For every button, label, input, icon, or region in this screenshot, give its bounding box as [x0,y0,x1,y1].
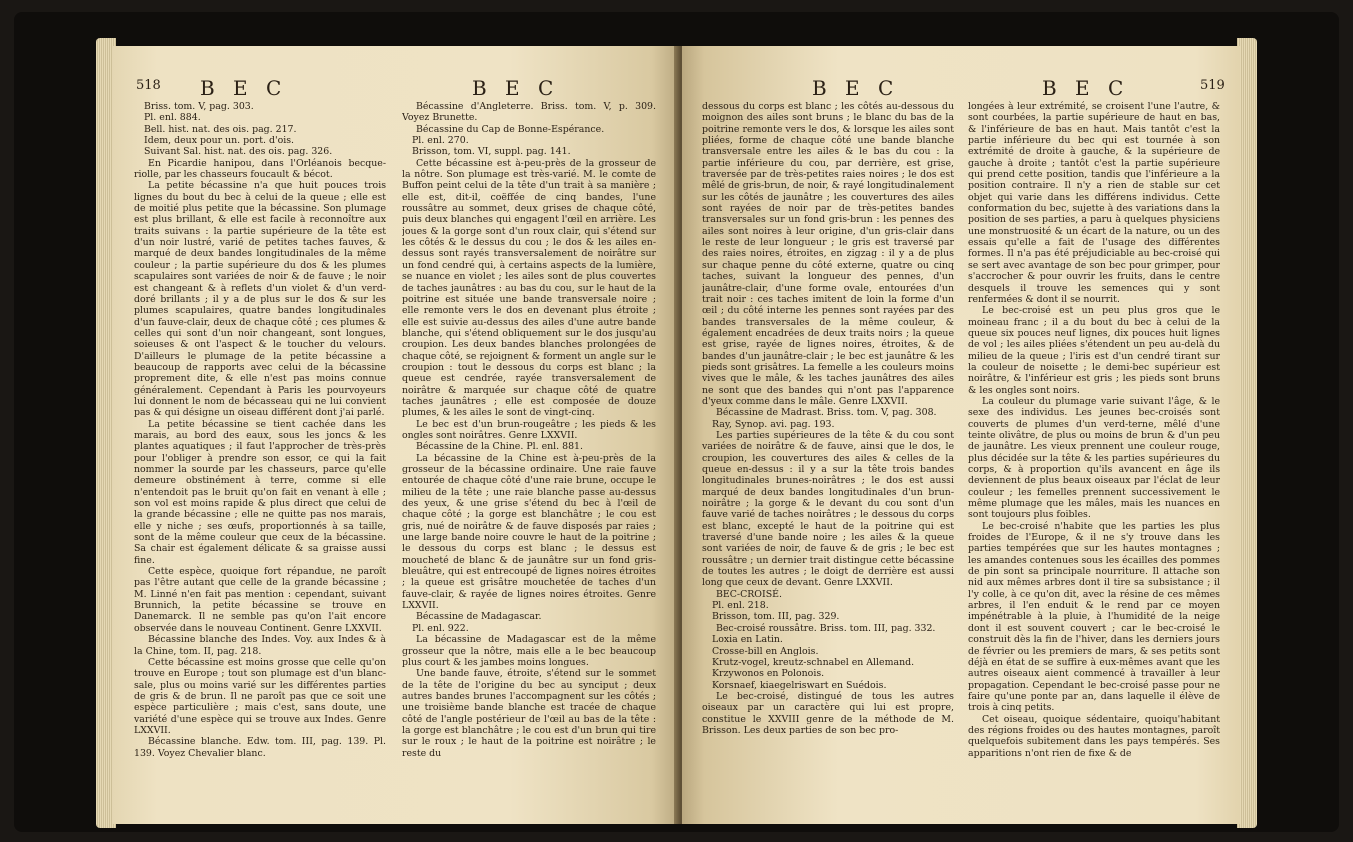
paragraph: Bécassine d'Angleterre. Briss. tom. V, p. 309. Voyez Brunette. [402,101,656,124]
paragraph: longées à leur extrémité, se croisent l'une l'autre, & sont courbées, la partie supérieure de haut en bas, & l'inférieure de bas en haut. Mais tantôt c'est la partie inférieure du bec qui est tournée à son extrémité de droite à gauche, & la supérieure de gauche à droite ; tantôt c'est la partie supérieure qui prend cette position, tandis que l'inférieure a la position contraire. Il n'y a rien de stable sur cet objet qui varie dans les différens individus. Cette conformation du bec, sujette à des variations dans la position de ses parties, a paru à quelques physiciens une monstruosité & un écart de la nature, ou un des essais qu'elle a fait de l'usage des différentes formes. Il n'a pas été préjudiciable au bec-croisé qui se sert avec avantage de son bec pour grimper, pour s'accrocher & pour ouvrir les fruits, dans le centre desquels il trouve les semences qui y sont renfermées & dont il se nourrit. [968,101,1220,305]
right-column-1 [702,101,954,813]
right-column-2 [968,101,1220,813]
paragraph: En Picardie hanipou, dans l'Orléanois becque-riolle, par les chasseurs foucault & bécot. [134,157,386,181]
paragraph: Loxia en Latin. [712,634,783,646]
paragraph: Pl. enl. 218. [712,600,769,612]
paragraph: Brisson, tom. VI, suppl. pag. 141. [412,146,571,158]
paragraph: Idem, deux pour un. port. d'ois. [144,135,295,147]
paragraph: Le bec est d'un brun-rougeâtre ; les pieds & les ongles sont noirâtres. Genre LXXVII. [402,418,656,441]
paragraph: Krzywonos en Polonois. [712,668,825,680]
paragraph: Bécassine blanche. Edw. tom. III, pag. 139. Pl. 139. Voyez Chevalier blanc. [134,736,386,759]
paragraph: La bécassine de Madagascar est de la même grosseur que la nôtre, mais elle a le bec beaucoup plus court & les jambes moins longues. [402,634,656,668]
paragraph: La petite bécassine n'a que huit pouces trois lignes du bout du bec à celui de la queue ; elle est de moitié plus petite que la bécassine. Son plumage est plus brillant, & elle est facile à reconnoître aux traits suivans : la partie supérieure de la tête est d'un noir lustré, varié de petites taches fauves, & marqué de deux bandes longitudinales de la même couleur ; la partie supérieure du dos & les plumes scapulaires sont variées de noir & de fauve ; le noir est changeant & à reflets d'un violet & d'un verd-doré brillants ; il y a de plus sur le dos & sur les plumes scapulaires, quatre bandes longitudinales d'un fauve-clair, deux de chaque côté ; ces plumes & celles qui sont d'un noir changeant, sont longues, soieuses & ont l'aspect & le toucher du velours. D'ailleurs le plumage de la petite bécassine a beaucoup de rapports avec celui de la bécassine proprement dite, & elle n'est pas moins connue généralement. Cependant à Paris les pourvoyeurs lui donnent le nom de bécasseau qui ne lui convient pas & qui désigne un oiseau différent dont j'ai parlé. [134,180,386,419]
paragraph: Bécassine blanche des Indes. Voy. aux Indes & à la Chine, tom. II, pag. 218. [134,634,386,657]
paragraph: Korsnaef, kiaegelriswart en Suédois. [712,679,887,691]
paragraph: Suivant Sal. hist. nat. des ois. pag. 326. [144,146,333,158]
right-running-head-b: B E C [1042,76,1130,100]
paragraph: Bécassine de Madagascar. [416,611,542,623]
paragraph: Bell. hist. nat. des ois. pag. 217. [144,123,297,135]
paragraph: La bécassine de la Chine est à-peu-près de la grosseur de la bécassine ordinaire. Une raie fauve entourée de chaque côté d'une raie brune, occupe le milieu de la tête ; une raie blanche passe au-dessus des yeux, & une grise s'étend du bec à l'œil de chaque côté ; la gorge est blanchâtre ; le cou est gris, nué de noirâtre & de fauve disposés par raies ; une large bande noire couvre le haut de la poitrine ; le dessous du corps est blanc ; le dessus est moucheté de blanc & de jaunâtre sur un fond gris-bleuâtre, qui est entrecoupé de lignes noires étroites ; la queue est grisâtre mouchetée de taches d'un fauve-clair, & rayée de lignes noires étroites. Genre LXXVII. [402,452,656,612]
paragraph: Pl. enl. 884. [144,112,201,124]
paragraph: Bécassine de Madrast. Briss. tom. V, pag. 308. [716,407,937,419]
paragraph: Ray, Synop. avi. pag. 193. [712,418,835,430]
left-column-1 [134,101,386,813]
right-running-head-a: B E C [812,76,900,100]
paragraph: Les parties supérieures de la tête & du cou sont variées de noirâtre & de fauve, ainsi que le dos, le croupion, les couvertures des ailes & celles de la queue en-dessus : il y a sur la tête trois bandes longitudinales brunes-noirâtres ; le dos est aussi marqué de deux bandes longitudinales d'un brun-noirâtre ; la gorge & le devant du cou sont d'un fauve varié de taches noirâtres ; le dessous du corps est blanc, excepté le haut de la poitrine qui est traversé d'une bande noire ; les ailes & la queue sont variées de noir, de fauve & de gris ; le bec est roussâtre ; un dernier trait distingue cette bécassine de toutes les autres ; le doigt de derrière est aussi long que ceux de devant. Genre LXXVII. [702,429,954,589]
paragraph: dessous du corps est blanc ; les côtés au-dessous du moignon des ailes sont bruns ; le blanc du bas de la poitrine remonte vers le dos, & lorsque les ailes sont pliées, forme de chaque côté une bande blanche transversale entre les ailes & le bas du cou : la partie inférieure du cou, par derrière, est grise, traversée par de très-petites raies noires ; le dos est mêlé de gris-brun, de noir, & rayé longitudinalement sur les côtés de jaunâtre ; les couvertures des ailes sont rayées de noir par de très-petites bandes transversales sur un fond gris-brun : les pennes des ailes sont noires à leur origine, d'un gris-clair dans le reste de leur longueur ; le gris est traversé par des raies noires, étroites, en zigzag : il y a de plus sur chaque penne du côté externe, quatre ou cinq taches, suivant la longueur des pennes, d'un jaunâtre-clair, d'une forme ovale, entourées d'un trait noir : ces taches imitent de loin la forme d'un œil ; du côté interne les pennes sont rayées par des bandes transversales de la même couleur, & également encadrées de deux traits noirs ; la queue est grise, rayée de lignes noires, étroites, & de bandes d'un jaunâtre-clair ; le bec est jaunâtre & les pieds sont grisâtres. La femelle a les couleurs moins vives que le mâle, & les taches jaunâtres des ailes ne sont que des bandes qui n'ont pas l'apparence d'yeux comme dans le mâle. Genre LXXVII. [702,101,954,407]
right-page [682,46,1240,824]
paragraph: Bécassine de la Chine. Pl. enl. 881. [416,441,584,453]
paragraph: Briss. tom. V, pag. 303. [144,101,254,112]
paragraph: Cette espèce, quoique fort répandue, ne paroît pas l'être autant que celle de la grande bécassine ; M. Linné n'en fait pas mention : cependant, suivant Brunnich, la petite bécassine se trouve en Danemarck. Il ne semble pas qu'on l'ait encore observée dans le nouveau Continent. Genre LXXVII. [134,566,386,634]
paragraph: BEC-CROISÉ. [716,588,782,600]
paragraph: Cette bécassine est moins grosse que celle qu'on trouve en Europe ; tout son plumage est d'un blanc-sale, plus ou moins varié sur les différentes parties de gris & de brun. Il ne paroît pas que ce soit une espèce particulière ; mais c'est, sans doute, une variété d'une espèce qui se trouve aux Indes. Genre LXXVII. [134,656,386,736]
paragraph: Crosse-bill en Anglois. [712,645,819,657]
paragraph: Brisson, tom. III, pag. 329. [712,611,840,623]
paragraph: Krutz-vogel, kreutz-schnabel en Allemand. [712,656,915,668]
paragraph: Bec-croisé roussâtre. Briss. tom. III, pag. 332. [716,622,936,634]
paragraph: Pl. enl. 922. [412,622,469,634]
paragraph: Pl. enl. 270. [412,135,469,147]
paragraph: La couleur du plumage varie suivant l'âge, & le sexe des individus. Les jeunes bec-croisés sont couverts de plumes d'un verd-terne, mêlé d'une teinte olivâtre, de plus ou moins de brun & d'un peu de jaunâtre. Les vieux prennent une couleur rouge, plus décidée sur la tête & les parties supérieures du corps, & à proportion qu'ils avancent en âge ils deviennent de plus beaux oiseaux par l'éclat de leur couleur ; les femelles prennent successivement le même plumage que les mâles, mais les nuances en sont toujours plus foibles. [968,395,1220,521]
paragraph: Une bande fauve, étroite, s'étend sur le sommet de la tête de l'origine du bec au synciput ; deux autres bandes brunes l'accompagnent sur les côtés ; une troisième bande blanche est tracée de chaque côté de l'angle postérieur de l'œil au bas de la tête : la gorge est blanchâtre ; le cou est d'un brun qui tire sur le roux ; le haut de la poitrine est noirâtre ; le reste du [402,668,656,759]
right-page-edges [1237,38,1257,828]
paragraph: Bécassine du Cap de Bonne-Espérance. [416,123,605,135]
paragraph: Le bec-croisé n'habite que les parties les plus froides de l'Europe, & il ne s'y trouve dans les parties tempérées que sur les hautes montagnes ; les amandes contenues sous les écailles des pommes de pin sont sa principale nourriture. Il attache son nid aux mêmes arbres dont il tire sa subsistance ; il l'y colle, à ce qu'on dit, avec la résine de ces mêmes arbres, il l'en enduit & le rend par ce moyen impénétrable à la pluie, à l'humidité de la neige dont il est souvent couvert ; car le bec-croisé le construit dès la fin de l'hiver, dans les derniers jours de février ou les premiers de mars, & ses petits sont déjà en état de se suffire à eux-mêmes avant que les autres oiseaux aient commencé à travailler à leur propagation. Cependant le bec-croisé passe pour ne faire qu'une ponte par an, dans laquelle il élève de trois à cinq petits. [968,520,1220,714]
paragraph: Cette bécassine est à-peu-près de la grosseur de la nôtre. Son plumage est très-varié. M. le comte de Buffon peint celui de la tête d'un trait à sa manière ; elle est, dit-il, coëffée de cinq bandes, l'une roussâtre au sommet, deux grises de chaque côté, puis deux blanches qui engagent l'œil en arrière. Les joues & la gorge sont d'un roux clair, qui s'étend sur les côtés & le dessus du cou ; le dos & les ailes en-dessus sont rayés transversalement de noirâtre sur un fond cendré qui, à certains aspects de la lumière, se nuance en violet ; les ailes sont de plus couvertes de taches jaunâtres : au bas du cou, sur le haut de la poitrine est située une bande transversale noire ; elle remonte vers le dos en devenant plus étroite ; elle est suivie au-dessus des ailes d'une autre bande blanche, qui s'étend obliquement sur le dos jusqu'au croupion. Les deux bandes blanches prolongées de chaque côté, se rejoignent & forment un angle sur le croupion : tout le dessous du corps est blanc ; la queue est cendrée, rayée transversalement de noirâtre & marquée sur chaque côté de quatre taches jaunâtres ; elle est composée de douze plumes, & les ailes le sont de vingt-cinq. [402,157,656,419]
left-running-head-b: B E C [472,76,560,100]
left-page-number: 518 [136,78,161,93]
left-running-head-a: B E C [200,76,288,100]
paragraph: Le bec-croisé, distingué de tous les autres oiseaux par un caractère qui lui est propre, constitue le XXVIII genre de la méthode de M. Brisson. Les deux parties de son bec pro- [702,690,954,736]
right-page-number: 519 [1200,78,1225,93]
left-page [112,46,680,824]
paragraph: Cet oiseau, quoique sédentaire, quoiqu'habitant des régions froides ou des hautes montagnes, paroît quelquefois subitement dans les pays tempérés. Ses apparitions n'ont rien de fixe & de [968,713,1220,759]
paragraph: Le bec-croisé est un peu plus gros que le moineau franc ; il a du bout du bec à celui de la queue six pouces neuf lignes, dix pouces huit lignes de vol ; les ailes pliées s'étendent un peu au-delà du milieu de la queue ; l'iris est d'un cendré tirant sur la couleur de noisette ; le demi-bec supérieur est noirâtre, & l'inférieur est gris ; les pieds sont bruns & les ongles sont noirs. [968,305,1220,396]
left-column-2 [402,101,656,813]
paragraph: La petite bécassine se tient cachée dans les marais, au bord des eaux, sous les joncs & les plantes aquatiques ; il faut l'approcher de très-près pour l'obliger à prendre son essor, ce qui la fait nommer la sourde par les chasseurs, parce qu'elle demeure obstinément à terre, comme si elle n'entendoit pas le bruit qu'on fait en venant à elle ; son vol est moins rapide & plus direct que celui de la grande bécassine ; elle ne quitte pas nos marais, elle y niche ; ses œufs, proportionnés à sa taille, sont de la même couleur que ceux de la bécassine. Sa chair est également délicate & sa graisse aussi fine. [134,418,386,566]
